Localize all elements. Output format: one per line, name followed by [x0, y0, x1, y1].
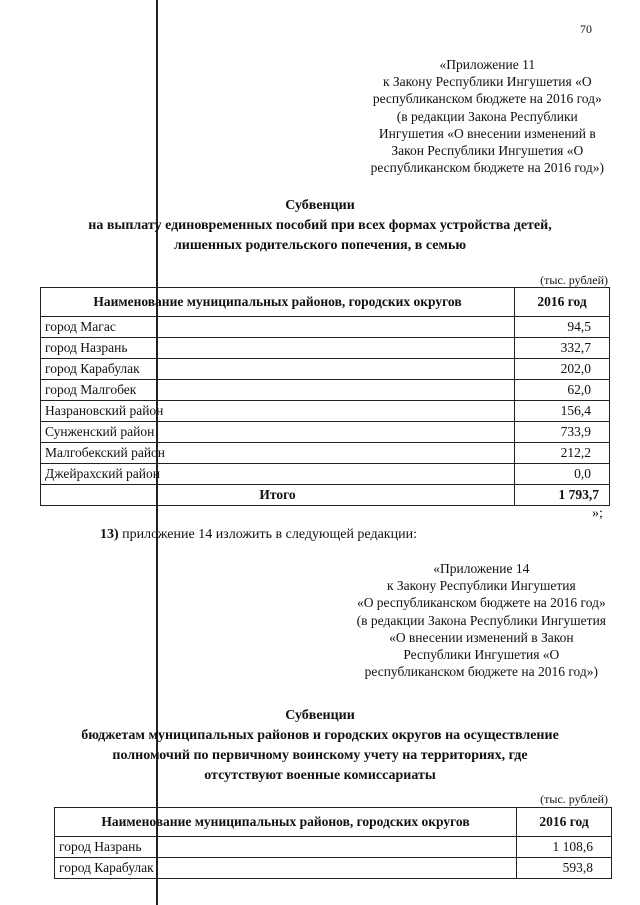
row-value: 332,7 — [515, 338, 610, 359]
table-row — [41, 380, 610, 401]
row-name: город Карабулак — [41, 359, 515, 380]
row-value: 156,4 — [515, 401, 610, 422]
row-name: город Карабулак — [55, 858, 517, 879]
appendix-line: к Закону Республики Ингушетия «О — [382, 74, 592, 90]
appendix-14-header — [357, 560, 606, 680]
appendix-line: Ингушетия «О внесении изменений в — [378, 125, 596, 141]
row-name: Джейрахский район — [41, 464, 515, 485]
section-subtitle-line: отсутствуют военные комиссариаты — [204, 768, 436, 783]
table-row — [41, 422, 610, 443]
units-label: (тыс. рублей) — [540, 792, 608, 806]
row-value: 1 108,6 — [517, 837, 612, 858]
section-subtitle-line: на выплату единовременных пособий при всех формах устройства детей, — [88, 218, 552, 233]
item-number: 13) — [100, 527, 119, 542]
section-subtitle-line: полномочий по первичному воинскому учету на территориях, где — [112, 748, 528, 763]
appendix-line: республиканском бюджете на 2016 год») — [370, 160, 604, 176]
row-value: 62,0 — [515, 380, 610, 401]
section-title: Субвенции — [285, 198, 355, 213]
table-row — [41, 401, 610, 422]
row-value: 733,9 — [515, 422, 610, 443]
page-number: 70 — [580, 22, 592, 36]
appendix-11-header — [371, 56, 604, 176]
table-row — [55, 837, 612, 858]
table-section-14 — [54, 807, 612, 879]
row-name: город Назрань — [55, 837, 517, 858]
row-name: город Малгобек — [41, 380, 515, 401]
table-row — [41, 338, 610, 359]
column-header-year: 2016 год — [515, 288, 610, 317]
end-quote: »; — [592, 506, 603, 521]
row-value: 593,8 — [517, 858, 612, 879]
appendix-line: «Приложение 11 — [439, 57, 536, 72]
appendix-line: Закон Республики Ингушетия «О — [391, 143, 584, 159]
column-header-name: Наименование муниципальных районов, городских округов — [55, 808, 517, 837]
section-title: Субвенции — [285, 708, 355, 723]
row-value: 212,2 — [515, 443, 610, 464]
section-11-title — [40, 196, 600, 256]
total-label: Итого — [41, 485, 515, 506]
row-name: город Назрань — [41, 338, 515, 359]
row-value: 0,0 — [515, 464, 610, 485]
table-total-row — [41, 485, 610, 506]
section-subtitle-line: лишенных родительского попечения, в семью — [173, 238, 467, 253]
appendix-line: «О внесении изменений в Закон — [389, 629, 574, 645]
row-value: 94,5 — [515, 317, 610, 338]
appendix-line: (в редакции Закона Республики Ингушетия — [356, 612, 606, 628]
column-header-name: Наименование муниципальных районов, городских округов — [41, 288, 515, 317]
table-row — [41, 464, 610, 485]
table-row — [55, 858, 612, 879]
table-section-11 — [40, 287, 610, 506]
appendix-line: «О республиканском бюджете на 2016 год» — [356, 595, 606, 611]
appendix-line: «Приложение 14 — [433, 561, 530, 576]
table-row — [41, 443, 610, 464]
table-header-row — [55, 808, 612, 837]
row-value: 202,0 — [515, 359, 610, 380]
column-header-year: 2016 год — [517, 808, 612, 837]
item-text: приложение 14 изложить в следующей редакции: — [122, 527, 417, 542]
appendix-line: (в редакции Закона Республики — [396, 108, 578, 124]
table-header-row — [41, 288, 610, 317]
table-row — [41, 317, 610, 338]
row-name: Сунженский район — [41, 422, 515, 443]
row-name: Назрановский район — [41, 401, 515, 422]
appendix-line: республиканском бюджете на 2016 год») — [364, 664, 599, 680]
row-name: Малгобекский район — [41, 443, 515, 464]
row-name: город Магас — [41, 317, 515, 338]
total-value: 1 793,7 — [515, 485, 610, 506]
section-14-title — [40, 706, 600, 786]
appendix-line: республиканском бюджете на 2016 год» — [372, 91, 602, 107]
units-label: (тыс. рублей) — [540, 273, 608, 287]
item-13-paragraph — [100, 527, 417, 543]
table-row — [41, 359, 610, 380]
section-subtitle-line: бюджетам муниципальных районов и городских округов на осуществление — [81, 728, 559, 743]
appendix-line: к Закону Республики Ингушетия — [386, 578, 576, 594]
appendix-line: Республики Ингушетия «О — [403, 647, 560, 663]
